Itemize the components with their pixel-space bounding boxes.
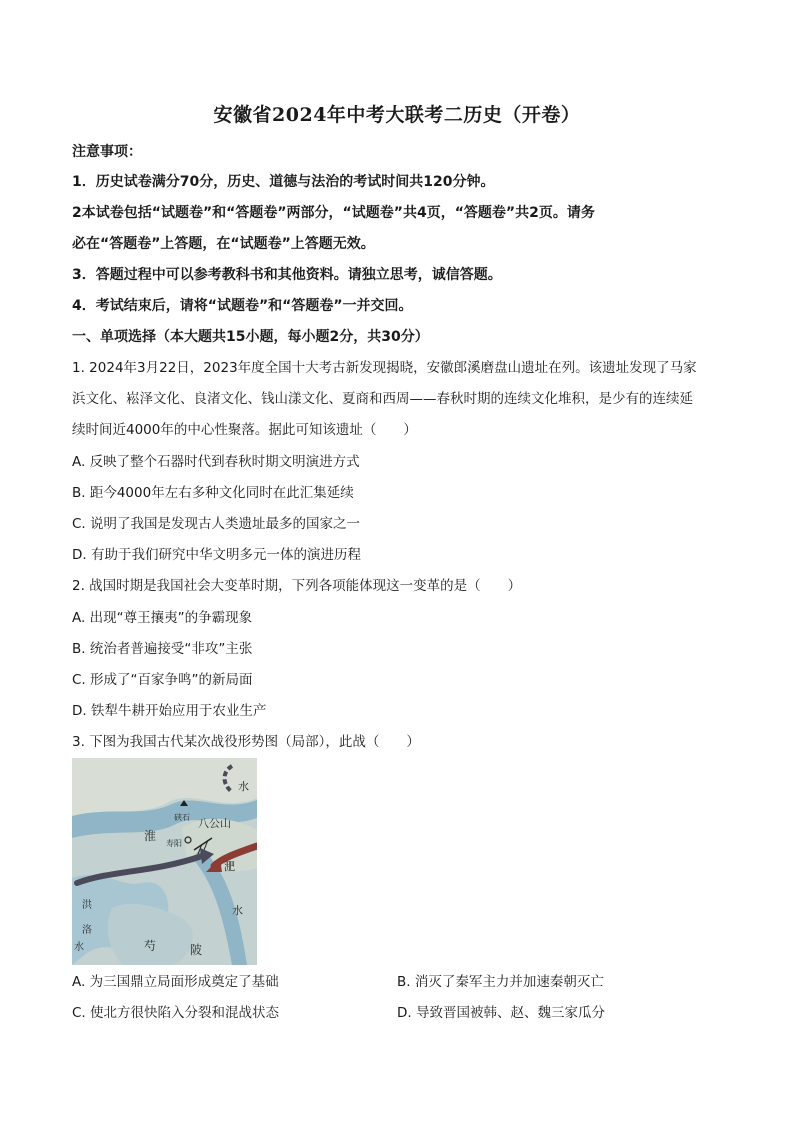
q3-option-a[interactable]: A. 为三国鼎立局面形成奠定了基础 (72, 974, 279, 990)
notice-4: 4．考试结束后，请将“试题卷”和“答题卷”一并交回。 (72, 298, 413, 314)
notice-3: 3．答题过程中可以参考教科书和其他资料。请独立思考，诚信答题。 (72, 267, 502, 283)
map-label-shui-top: 水 (238, 780, 249, 793)
map-label-mountain: 八公山 (198, 817, 231, 830)
q1-option-a[interactable]: A. 反映了整个石器时代到春秋时期文明演进方式 (72, 454, 360, 470)
map-label-fei: 淝 (224, 860, 235, 873)
q2-option-a[interactable]: A. 出现“尊王攘夷”的争霸现象 (72, 610, 253, 626)
notice-2-cont: 必在“答题卷”上答题，在“试题卷”上答题无效。 (72, 236, 375, 252)
q2-stem: 2. 战国时期是我国社会大变革时期，下列各项能体现这一变革的是（ ） (72, 578, 522, 594)
map-label-huai: 淮 (144, 829, 157, 843)
battle-map (72, 758, 257, 965)
notice-1: 1．历史试卷满分70分，历史、道德与法治的考试时间共120分钟。 (72, 174, 495, 190)
map-label-left1: 洪 (82, 900, 92, 911)
map-label-bottom1: 芍 (144, 939, 157, 953)
notice-2: 2本试卷包括“试题卷”和“答题卷”两部分，“试题卷”共4页，“答题卷”共2页。请务 (72, 205, 595, 221)
map-label-shui: 水 (232, 904, 243, 917)
section-heading: 一、单项选择（本大题共15小题，每小题2分，共30分） (72, 329, 429, 345)
page-title: 安徽省2024年中考大联考二历史（开卷） (213, 104, 581, 126)
q3-option-b[interactable]: B. 消灭了秦军主力并加速秦朝灭亡 (397, 974, 604, 990)
q1-stem-line-2: 浜文化、崧泽文化、良渚文化、钱山漾文化、夏商和西周——春秋时期的连续文化堆积，是少有的连续延 (72, 391, 693, 407)
map-label-city: 寿阳 (166, 839, 182, 848)
q2-option-d[interactable]: D. 铁犁牛耕开始应用于农业生产 (72, 703, 267, 719)
q3-stem: 3. 下图为我国古代某次战役形势图（局部），此战（ ） (72, 734, 420, 750)
q1-option-b[interactable]: B. 距今4000年左右多种文化同时在此汇集延续 (72, 485, 354, 501)
notice-heading: 注意事项： (72, 144, 142, 160)
q1-option-c[interactable]: C. 说明了我国是发现古人类遗址最多的国家之一 (72, 516, 361, 532)
map-label-left2: 洛 (82, 925, 92, 936)
map-label-bottom2: 陂 (190, 943, 203, 957)
q3-option-d[interactable]: D. 导致晋国被韩、赵、魏三家瓜分 (397, 1005, 605, 1021)
q1-stem-line-3: 续时间近4000年的中心性聚落。据此可知该遗址（ ） (72, 422, 417, 438)
q1-option-d[interactable]: D. 有助于我们研究中华文明多元一体的演进历程 (72, 547, 361, 563)
battle-map-drawing (72, 758, 257, 965)
map-label-place: 硖石 (174, 813, 190, 822)
q3-option-c[interactable]: C. 使北方很快陷入分裂和混战状态 (72, 1005, 280, 1021)
q1-stem-line-1: 1. 2024年3月22日，2023年度全国十大考古新发现揭晓，安徽郎溪磨盘山遗址在列。该遗址发现了马家 (72, 360, 697, 376)
q2-option-c[interactable]: C. 形成了“百家争鸣”的新局面 (72, 672, 253, 688)
map-label-shui2: 水 (74, 942, 84, 953)
q2-option-b[interactable]: B. 统治者普遍接受“非攻”主张 (72, 641, 253, 657)
